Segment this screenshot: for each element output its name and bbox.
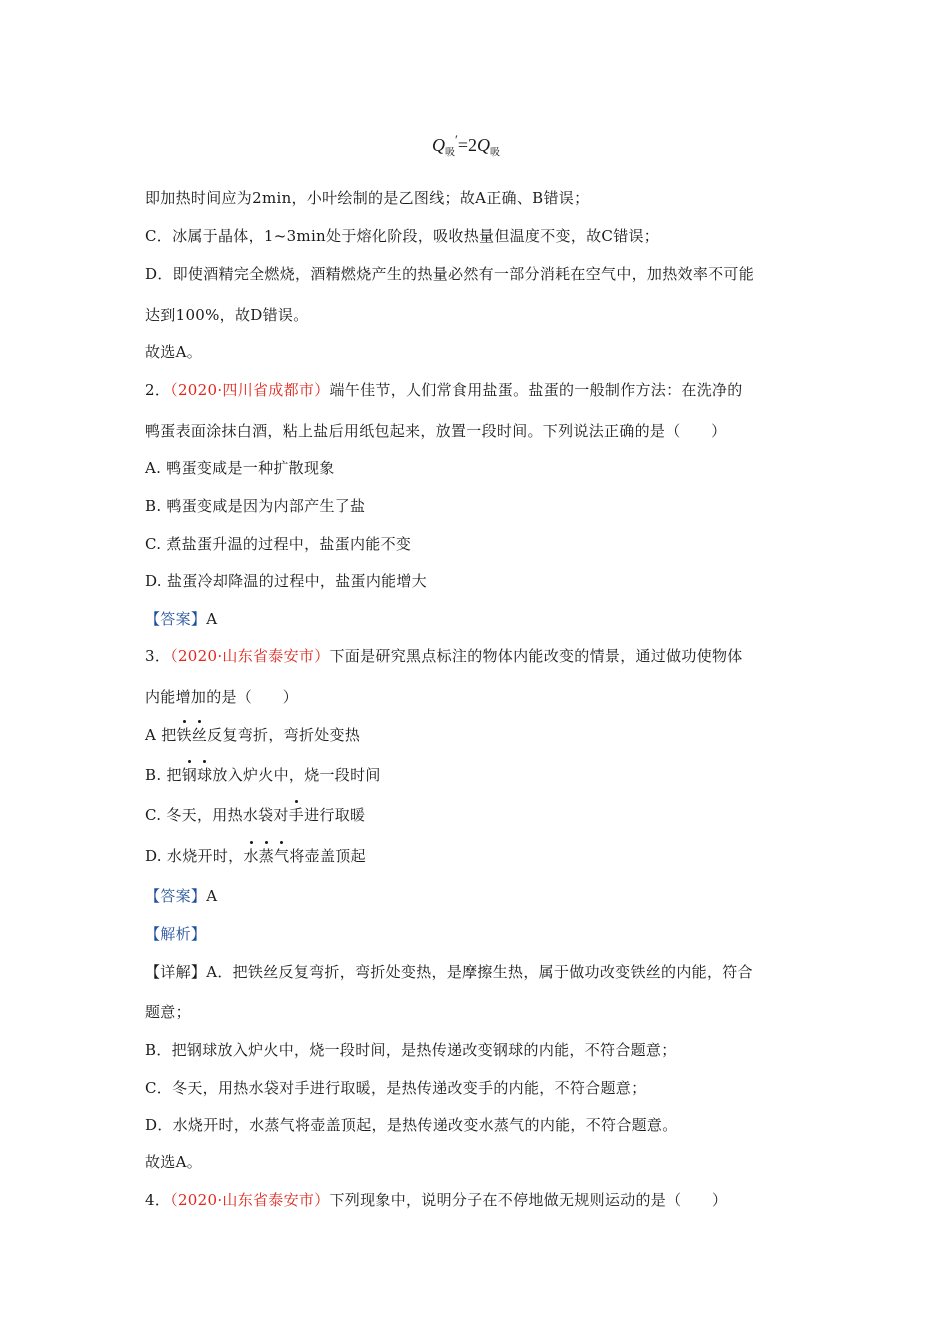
text-line: 题意； xyxy=(145,1003,191,1021)
text-line: 故选A。 xyxy=(145,343,203,361)
option-text: 反复弯折，弯折处变热 xyxy=(207,726,361,744)
question-text: 端午佳节，人们常食用盐蛋。盐蛋的一般制作方法：在洗净的 xyxy=(329,381,743,399)
question-number: 4． xyxy=(145,1191,171,1209)
option-text: D. 水烧开时， xyxy=(145,847,244,865)
option-text: 进行取暖 xyxy=(304,806,366,824)
text-line: B．把钢球放入炉火中，烧一段时间，是热传递改变钢球的内能，不符合题意； xyxy=(145,1041,677,1059)
dotted-char: 蒸 xyxy=(258,847,275,865)
text-line: D．水烧开时，水蒸气将壶盖顶起，是热传递改变水蒸气的内能，不符合题意。 xyxy=(145,1116,678,1134)
dotted-char: 钢 xyxy=(181,766,198,784)
option-text: B. 把 xyxy=(145,766,182,784)
dotted-char: 球 xyxy=(197,766,213,784)
text-line: 内能增加的是（ ） xyxy=(145,688,299,706)
answer-line xyxy=(145,609,217,629)
formula-q-symbol: Q xyxy=(477,135,490,155)
option-c xyxy=(145,805,365,825)
question-text: 下面是研究黑点标注的物体内能改变的情景，通过做功使物体 xyxy=(329,647,743,665)
dotted-char: 水 xyxy=(243,847,259,865)
answer-tag: 【答案】 xyxy=(145,887,207,905)
detail-line xyxy=(145,962,753,982)
option-b xyxy=(145,765,381,785)
option-a: A. 鸭蛋变咸是一种扩散现象 xyxy=(145,459,335,477)
analysis-heading xyxy=(145,924,206,944)
answer-value: A xyxy=(206,610,218,628)
dotted-char: 铁 xyxy=(176,726,192,744)
question-number: 3． xyxy=(145,647,171,665)
option-a xyxy=(145,725,360,745)
detail-tag: 【详解】 xyxy=(145,963,207,981)
text-line: 达到100%，故D错误。 xyxy=(145,306,309,324)
option-text: A 把 xyxy=(145,726,177,744)
option-text: 放入炉火中，烧一段时间 xyxy=(212,766,381,784)
question-source: （2020·山东省泰安市） xyxy=(170,1191,330,1209)
question-source: （2020·山东省泰安市） xyxy=(170,647,330,665)
analysis-tag: 【解析】 xyxy=(145,925,207,943)
formula-q-symbol: Q xyxy=(432,135,445,155)
formula-prime: ′ xyxy=(455,132,458,147)
question-text: 下列现象中，说明分子在不停地做无规则运动的是（ ） xyxy=(329,1191,728,1209)
dotted-char: 气 xyxy=(274,847,290,865)
option-d: D. 盐蛋冷却降温的过程中，盐蛋内能增大 xyxy=(145,572,428,590)
option-c: C. 煮盐蛋升温的过程中，盐蛋内能不变 xyxy=(145,535,412,553)
question-source: （2020·四川省成都市） xyxy=(170,381,330,399)
formula-subscript: 吸 xyxy=(445,147,455,159)
text-line: 故选A。 xyxy=(145,1153,203,1171)
answer-tag: 【答案】 xyxy=(145,610,207,628)
heat-formula xyxy=(432,132,500,159)
question-number: 2． xyxy=(145,381,171,399)
text-line: 即加热时间应为2min，小叶绘制的是乙图线；故A正确、B错误； xyxy=(145,189,590,207)
text-line: 鸭蛋表面涂抹白酒，粘上盐后用纸包起来，放置一段时间。下列说法正确的是（ ） xyxy=(145,422,727,440)
answer-line xyxy=(145,886,217,906)
text-line: D．即使酒精完全燃烧，酒精燃烧产生的热量必然有一部分消耗在空气中，加热效率不可能 xyxy=(145,265,755,283)
question-4-stem xyxy=(145,1190,727,1210)
formula-subscript: 吸 xyxy=(490,147,500,159)
option-text: 将壶盖顶起 xyxy=(289,847,366,865)
dotted-char: 丝 xyxy=(191,726,208,744)
answer-value: A xyxy=(206,887,218,905)
detail-text: A．把铁丝反复弯折，弯折处变热，是摩擦生热，属于做功改变铁丝的内能，符合 xyxy=(206,963,753,981)
option-b: B. 鸭蛋变咸是因为内部产生了盐 xyxy=(145,497,366,515)
formula-equals: =2 xyxy=(457,135,477,155)
text-line: C．冬天，用热水袋对手进行取暖，是热传递改变手的内能，不符合题意； xyxy=(145,1079,647,1097)
question-3-stem xyxy=(145,646,743,666)
option-text: C. 冬天，用热水袋对 xyxy=(145,806,289,824)
option-d xyxy=(145,846,366,866)
text-line: C．冰属于晶体，1~3min处于熔化阶段，吸收热量但温度不变，故C错误； xyxy=(145,227,660,245)
question-2-stem xyxy=(145,380,743,400)
dotted-char: 手 xyxy=(288,806,305,824)
